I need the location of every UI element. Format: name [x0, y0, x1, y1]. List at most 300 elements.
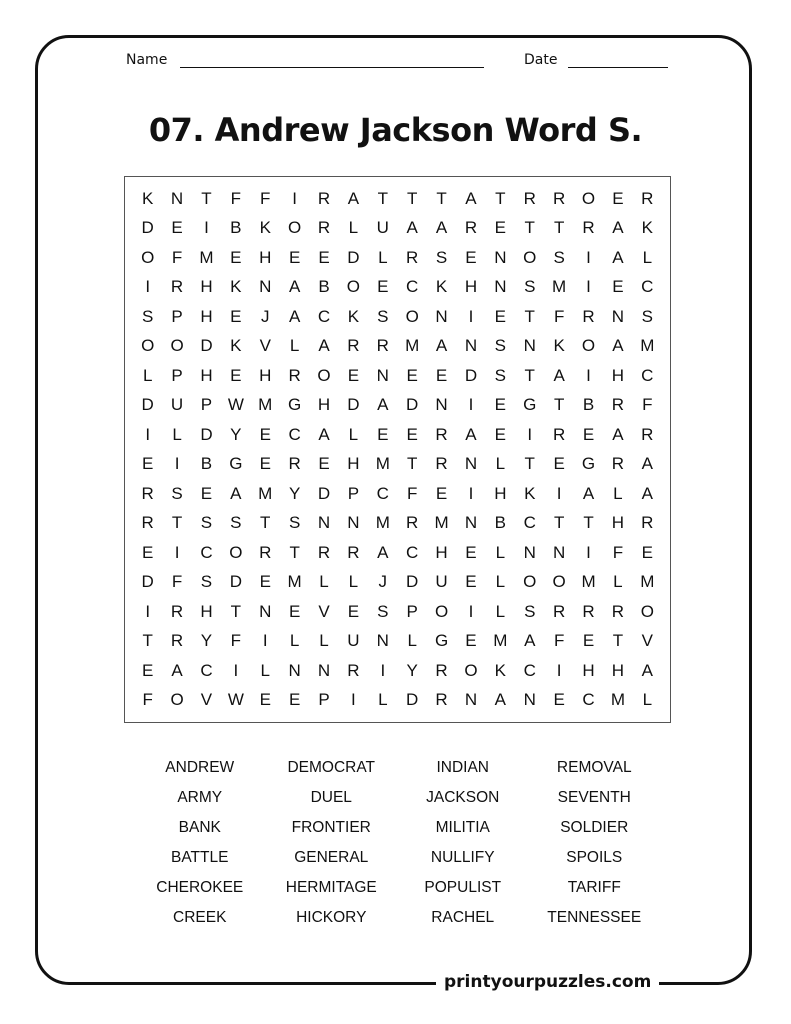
grid-letter[interactable]: L	[613, 483, 623, 503]
grid-letter[interactable]: A	[553, 365, 565, 385]
grid-letter[interactable]: L	[495, 454, 506, 474]
grid-letter[interactable]: Y	[230, 424, 242, 444]
grid-letter[interactable]: I	[468, 601, 474, 621]
grid-letter[interactable]: O	[405, 306, 419, 326]
grid-letter[interactable]: C	[641, 277, 654, 297]
grid-letter[interactable]: I	[468, 395, 474, 415]
grid-letter[interactable]: U	[170, 395, 184, 415]
grid-letter[interactable]: Y	[406, 660, 418, 680]
grid-letter[interactable]: V	[641, 631, 653, 651]
grid-letter[interactable]: S	[230, 513, 242, 533]
grid-letter[interactable]: S	[494, 365, 507, 385]
grid-letter[interactable]: I	[586, 365, 591, 385]
grid-letter[interactable]: O	[229, 542, 243, 562]
grid-letter[interactable]: D	[464, 365, 478, 385]
grid-letter[interactable]: I	[262, 631, 268, 651]
grid-letter[interactable]: C	[288, 424, 301, 444]
grid-letter[interactable]: L	[348, 572, 359, 592]
grid-letter[interactable]: E	[612, 277, 624, 297]
grid-letter[interactable]: I	[556, 660, 562, 680]
grid-letter[interactable]: U	[435, 572, 448, 592]
grid-letter[interactable]: B	[200, 454, 213, 474]
grid-letter[interactable]: B	[230, 218, 242, 238]
grid-letter[interactable]: R	[552, 601, 566, 621]
grid-letter[interactable]: E	[347, 365, 360, 385]
grid-letter[interactable]: J	[378, 572, 388, 592]
grid-letter[interactable]: T	[612, 631, 624, 651]
grid-letter[interactable]: S	[377, 601, 389, 621]
grid-letter[interactable]: N	[170, 188, 184, 208]
grid-letter[interactable]: T	[524, 454, 535, 474]
grid-letter[interactable]: H	[200, 601, 213, 621]
grid-letter[interactable]: E	[612, 188, 624, 208]
grid-letter[interactable]: U	[376, 218, 389, 238]
grid-letter[interactable]: F	[642, 395, 653, 415]
grid-letter[interactable]: O	[523, 572, 537, 592]
grid-letter[interactable]: L	[378, 690, 388, 710]
grid-letter[interactable]: A	[465, 188, 477, 208]
grid-letter[interactable]: N	[259, 601, 272, 621]
grid-letter[interactable]: T	[524, 365, 535, 385]
grid-letter[interactable]: N	[494, 277, 507, 297]
grid-letter[interactable]: H	[200, 306, 213, 326]
grid-letter[interactable]: E	[377, 277, 389, 297]
grid-letter[interactable]: L	[495, 572, 506, 592]
grid-letter[interactable]: K	[494, 660, 507, 680]
grid-letter[interactable]: T	[495, 188, 506, 208]
grid-letter[interactable]: C	[317, 306, 331, 326]
grid-letter[interactable]: R	[347, 336, 360, 356]
grid-letter[interactable]: R	[347, 542, 360, 562]
grid-letter[interactable]: T	[171, 513, 183, 533]
grid-letter[interactable]: R	[611, 395, 625, 415]
grid-letter[interactable]: E	[582, 631, 595, 651]
grid-letter[interactable]: I	[145, 601, 151, 621]
grid-letter[interactable]: E	[494, 424, 507, 444]
grid-letter[interactable]: R	[170, 601, 184, 621]
grid-letter[interactable]: G	[523, 395, 537, 415]
grid-letter[interactable]: E	[142, 454, 154, 474]
grid-letter[interactable]: S	[200, 572, 213, 592]
grid-letter[interactable]: F	[171, 247, 183, 267]
grid-letter[interactable]: C	[582, 690, 595, 710]
grid-letter[interactable]: A	[582, 483, 595, 503]
grid-letter[interactable]: K	[230, 336, 242, 356]
grid-letter[interactable]: E	[142, 660, 154, 680]
grid-letter[interactable]: C	[200, 542, 213, 562]
grid-letter[interactable]: E	[230, 306, 242, 326]
grid-letter[interactable]: P	[171, 306, 183, 326]
grid-letter[interactable]: M	[434, 513, 449, 533]
grid-letter[interactable]: I	[174, 542, 180, 562]
grid-letter[interactable]: R	[641, 424, 654, 444]
grid-letter[interactable]: A	[377, 395, 389, 415]
grid-letter[interactable]: I	[351, 690, 356, 710]
grid-letter[interactable]: D	[347, 395, 360, 415]
grid-letter[interactable]: N	[317, 513, 331, 533]
grid-letter[interactable]: E	[406, 365, 418, 385]
grid-letter[interactable]: T	[553, 395, 565, 415]
grid-letter[interactable]: A	[641, 660, 653, 680]
grid-letter[interactable]: B	[582, 395, 595, 415]
grid-letter[interactable]: R	[641, 513, 654, 533]
grid-letter[interactable]: O	[640, 601, 654, 621]
grid-letter[interactable]: R	[170, 277, 184, 297]
grid-letter[interactable]: V	[318, 601, 330, 621]
grid-letter[interactable]: F	[553, 631, 565, 651]
grid-letter[interactable]: N	[523, 542, 536, 562]
grid-letter[interactable]: E	[494, 218, 507, 238]
grid-letter[interactable]: L	[407, 631, 417, 651]
grid-letter[interactable]: H	[317, 395, 331, 415]
grid-letter[interactable]: R	[376, 336, 389, 356]
grid-letter[interactable]: R	[141, 513, 154, 533]
grid-letter[interactable]: M	[258, 395, 273, 415]
grid-letter[interactable]: F	[406, 483, 418, 503]
grid-letter[interactable]: N	[376, 365, 389, 385]
grid-letter[interactable]: N	[611, 306, 625, 326]
grid-letter[interactable]: A	[612, 336, 624, 356]
grid-letter[interactable]: R	[611, 454, 625, 474]
grid-letter[interactable]: T	[201, 188, 212, 208]
grid-letter[interactable]: C	[200, 660, 213, 680]
grid-letter[interactable]: M	[287, 572, 302, 592]
grid-letter[interactable]: E	[171, 218, 183, 238]
grid-letter[interactable]: Y	[200, 631, 213, 651]
grid-letter[interactable]: S	[494, 336, 507, 356]
grid-letter[interactable]: T	[524, 218, 535, 238]
grid-letter[interactable]: S	[288, 513, 301, 533]
grid-letter[interactable]: E	[494, 395, 507, 415]
grid-letter[interactable]: D	[141, 218, 154, 238]
grid-letter[interactable]: R	[259, 542, 272, 562]
grid-letter[interactable]: L	[289, 336, 300, 356]
grid-letter[interactable]: M	[493, 631, 508, 651]
grid-letter[interactable]: A	[347, 188, 360, 208]
grid-letter[interactable]: C	[523, 660, 536, 680]
grid-letter[interactable]: E	[465, 631, 477, 651]
grid-letter[interactable]: M	[375, 513, 390, 533]
grid-letter[interactable]: T	[377, 188, 388, 208]
grid-letter[interactable]: L	[260, 660, 270, 680]
grid-letter[interactable]: K	[641, 218, 653, 238]
grid-letter[interactable]: H	[259, 247, 272, 267]
grid-letter[interactable]: E	[288, 601, 301, 621]
grid-letter[interactable]: C	[376, 483, 389, 503]
grid-letter[interactable]: I	[380, 660, 386, 680]
grid-letter[interactable]: Y	[288, 483, 301, 503]
grid-letter[interactable]: R	[552, 188, 566, 208]
grid-letter[interactable]: H	[200, 277, 213, 297]
grid-letter[interactable]: E	[259, 690, 271, 710]
grid-letter[interactable]: N	[552, 542, 566, 562]
grid-letter[interactable]: R	[641, 188, 654, 208]
grid-letter[interactable]: D	[229, 572, 242, 592]
grid-letter[interactable]: A	[465, 424, 477, 444]
grid-letter[interactable]: O	[141, 247, 155, 267]
grid-letter[interactable]: A	[171, 660, 183, 680]
grid-letter[interactable]: G	[581, 454, 596, 474]
grid-letter[interactable]: O	[141, 336, 155, 356]
grid-letter[interactable]: O	[346, 277, 361, 297]
grid-letter[interactable]: W	[227, 395, 244, 415]
grid-letter[interactable]: T	[230, 601, 242, 621]
grid-letter[interactable]: M	[375, 454, 390, 474]
grid-letter[interactable]: E	[142, 542, 154, 562]
grid-letter[interactable]: O	[523, 247, 537, 267]
grid-letter[interactable]: T	[553, 513, 565, 533]
grid-letter[interactable]: I	[233, 660, 239, 680]
grid-letter[interactable]: A	[612, 218, 624, 238]
grid-letter[interactable]: E	[230, 247, 242, 267]
grid-letter[interactable]: N	[288, 660, 301, 680]
grid-letter[interactable]: V	[200, 690, 213, 710]
grid-letter[interactable]: N	[464, 454, 478, 474]
grid-letter[interactable]: I	[527, 424, 533, 444]
grid-letter[interactable]: I	[586, 542, 591, 562]
grid-letter[interactable]: R	[582, 218, 595, 238]
grid-letter[interactable]: V	[259, 336, 271, 356]
grid-letter[interactable]: R	[611, 601, 625, 621]
grid-letter[interactable]: O	[317, 365, 331, 385]
grid-letter[interactable]: R	[435, 424, 448, 444]
grid-letter[interactable]: D	[406, 572, 419, 592]
grid-letter[interactable]: H	[611, 660, 625, 680]
grid-letter[interactable]: I	[204, 218, 209, 238]
grid-letter[interactable]: E	[465, 247, 477, 267]
grid-letter[interactable]: R	[406, 247, 419, 267]
grid-letter[interactable]: R	[288, 365, 301, 385]
grid-letter[interactable]: N	[464, 513, 478, 533]
grid-letter[interactable]: L	[289, 631, 300, 651]
grid-letter[interactable]: S	[435, 247, 448, 267]
grid-letter[interactable]: H	[347, 454, 360, 474]
grid-letter[interactable]: H	[464, 277, 478, 297]
grid-letter[interactable]: I	[556, 483, 562, 503]
grid-letter[interactable]: N	[347, 513, 360, 533]
grid-letter[interactable]: P	[406, 601, 418, 621]
grid-letter[interactable]: L	[348, 218, 359, 238]
grid-letter[interactable]: A	[435, 218, 448, 238]
grid-letter[interactable]: E	[465, 572, 477, 592]
grid-letter[interactable]: F	[612, 542, 624, 562]
grid-letter[interactable]: I	[145, 277, 151, 297]
grid-letter[interactable]: H	[582, 660, 595, 680]
grid-letter[interactable]: R	[317, 188, 331, 208]
grid-letter[interactable]: A	[641, 483, 653, 503]
grid-letter[interactable]: M	[552, 277, 567, 297]
grid-letter[interactable]: E	[318, 454, 330, 474]
grid-letter[interactable]: M	[640, 572, 655, 592]
grid-letter[interactable]: S	[553, 247, 565, 267]
grid-letter[interactable]: M	[405, 336, 420, 356]
grid-letter[interactable]: T	[260, 513, 271, 533]
grid-letter[interactable]: T	[406, 188, 418, 208]
grid-letter[interactable]: L	[495, 542, 506, 562]
grid-letter[interactable]: E	[465, 542, 477, 562]
grid-letter[interactable]: M	[258, 483, 273, 503]
grid-letter[interactable]: N	[523, 336, 536, 356]
grid-letter[interactable]: R	[552, 424, 566, 444]
grid-letter[interactable]: M	[199, 247, 214, 267]
grid-letter[interactable]: R	[435, 690, 448, 710]
grid-letter[interactable]: I	[292, 188, 297, 208]
grid-letter[interactable]: G	[229, 454, 243, 474]
grid-letter[interactable]: K	[259, 218, 271, 238]
grid-letter[interactable]: T	[583, 513, 594, 533]
grid-letter[interactable]: C	[406, 542, 419, 562]
grid-letter[interactable]: E	[318, 247, 330, 267]
grid-letter[interactable]: P	[200, 395, 213, 415]
grid-letter[interactable]: H	[494, 483, 507, 503]
grid-letter[interactable]: D	[347, 247, 360, 267]
grid-letter[interactable]: R	[288, 454, 301, 474]
grid-letter[interactable]: R	[317, 218, 331, 238]
grid-letter[interactable]: N	[435, 306, 448, 326]
grid-letter[interactable]: E	[347, 601, 360, 621]
grid-letter[interactable]: L	[348, 424, 359, 444]
grid-letter[interactable]: W	[227, 690, 244, 710]
grid-letter[interactable]: R	[523, 188, 536, 208]
grid-letter[interactable]: D	[200, 424, 213, 444]
grid-letter[interactable]: C	[406, 277, 419, 297]
grid-letter[interactable]: R	[406, 513, 419, 533]
grid-letter[interactable]: N	[494, 247, 507, 267]
grid-letter[interactable]: R	[141, 483, 154, 503]
grid-letter[interactable]: D	[406, 690, 419, 710]
grid-letter[interactable]: N	[435, 395, 448, 415]
grid-letter[interactable]: D	[200, 336, 213, 356]
grid-letter[interactable]: S	[171, 483, 183, 503]
grid-letter[interactable]: A	[612, 247, 624, 267]
grid-letter[interactable]: A	[524, 631, 536, 651]
grid-letter[interactable]: D	[406, 395, 419, 415]
grid-letter[interactable]: I	[586, 247, 591, 267]
grid-letter[interactable]: E	[259, 572, 271, 592]
grid-letter[interactable]: A	[230, 483, 242, 503]
grid-letter[interactable]: K	[230, 277, 242, 297]
grid-letter[interactable]: L	[378, 247, 388, 267]
grid-letter[interactable]: L	[613, 572, 623, 592]
grid-letter[interactable]: I	[174, 454, 180, 474]
grid-letter[interactable]: L	[642, 690, 653, 710]
grid-letter[interactable]: C	[641, 365, 654, 385]
grid-letter[interactable]: D	[317, 483, 331, 503]
grid-letter[interactable]: A	[612, 424, 624, 444]
grid-letter[interactable]: H	[611, 513, 625, 533]
grid-letter[interactable]: S	[142, 306, 154, 326]
name-field-line[interactable]	[180, 67, 484, 68]
grid-letter[interactable]: L	[495, 601, 506, 621]
grid-letter[interactable]: P	[318, 690, 330, 710]
grid-letter[interactable]: F	[171, 572, 183, 592]
grid-letter[interactable]: N	[464, 336, 478, 356]
grid-letter[interactable]: U	[347, 631, 360, 651]
grid-letter[interactable]: B	[494, 513, 507, 533]
grid-letter[interactable]: E	[553, 454, 565, 474]
grid-letter[interactable]: P	[171, 365, 183, 385]
grid-letter[interactable]: C	[523, 513, 536, 533]
grid-letter[interactable]: H	[200, 365, 213, 385]
grid-letter[interactable]: A	[288, 306, 301, 326]
grid-letter[interactable]: L	[142, 365, 153, 385]
grid-letter[interactable]: H	[611, 365, 625, 385]
grid-letter[interactable]: H	[435, 542, 448, 562]
grid-letter[interactable]: N	[259, 277, 272, 297]
grid-letter[interactable]: E	[435, 483, 448, 503]
grid-letter[interactable]: R	[317, 542, 331, 562]
grid-letter[interactable]: A	[288, 277, 301, 297]
grid-letter[interactable]: R	[170, 631, 184, 651]
grid-letter[interactable]: E	[259, 424, 271, 444]
grid-letter[interactable]: O	[170, 690, 184, 710]
grid-letter[interactable]: I	[468, 306, 474, 326]
grid-letter[interactable]: E	[200, 483, 213, 503]
grid-letter[interactable]: T	[406, 454, 418, 474]
grid-letter[interactable]: A	[435, 336, 448, 356]
grid-letter[interactable]: O	[581, 336, 596, 356]
grid-letter[interactable]: K	[435, 277, 448, 297]
grid-letter[interactable]: A	[406, 218, 418, 238]
grid-letter[interactable]: G	[288, 395, 302, 415]
grid-letter[interactable]: S	[524, 601, 536, 621]
grid-letter[interactable]: R	[347, 660, 360, 680]
grid-letter[interactable]: R	[464, 218, 478, 238]
grid-letter[interactable]: F	[230, 631, 242, 651]
grid-letter[interactable]: E	[406, 424, 418, 444]
grid-letter[interactable]: T	[436, 188, 447, 208]
grid-letter[interactable]: R	[435, 660, 448, 680]
grid-letter[interactable]: O	[581, 188, 596, 208]
grid-letter[interactable]: M	[610, 690, 625, 710]
grid-letter[interactable]: O	[170, 336, 184, 356]
grid-letter[interactable]: L	[319, 631, 329, 651]
grid-letter[interactable]: B	[318, 277, 330, 297]
grid-letter[interactable]: E	[435, 365, 448, 385]
grid-letter[interactable]: T	[142, 631, 153, 651]
grid-letter[interactable]: T	[553, 218, 565, 238]
grid-letter[interactable]: I	[145, 424, 151, 444]
grid-letter[interactable]: I	[586, 277, 591, 297]
grid-letter[interactable]: N	[464, 690, 478, 710]
grid-letter[interactable]: F	[260, 188, 271, 208]
grid-letter[interactable]: I	[468, 483, 474, 503]
grid-letter[interactable]: N	[376, 631, 389, 651]
grid-letter[interactable]: S	[641, 306, 653, 326]
grid-letter[interactable]: K	[524, 483, 536, 503]
grid-letter[interactable]: K	[347, 306, 360, 326]
grid-letter[interactable]: F	[230, 188, 242, 208]
grid-letter[interactable]: R	[582, 601, 595, 621]
grid-letter[interactable]: T	[524, 306, 535, 326]
grid-letter[interactable]: D	[141, 572, 154, 592]
grid-letter[interactable]: P	[347, 483, 360, 503]
grid-letter[interactable]: J	[260, 306, 270, 326]
grid-letter[interactable]: A	[641, 454, 653, 474]
grid-letter[interactable]: E	[230, 365, 242, 385]
grid-letter[interactable]: O	[434, 601, 449, 621]
grid-letter[interactable]: L	[172, 424, 182, 444]
grid-letter[interactable]: M	[640, 336, 655, 356]
grid-letter[interactable]: K	[142, 188, 154, 208]
grid-letter[interactable]: O	[288, 218, 302, 238]
grid-letter[interactable]: L	[319, 572, 329, 592]
grid-letter[interactable]: A	[494, 690, 507, 710]
grid-letter[interactable]: E	[377, 424, 389, 444]
grid-letter[interactable]: A	[318, 336, 330, 356]
grid-letter[interactable]: E	[288, 247, 301, 267]
date-field-line[interactable]	[568, 67, 668, 68]
